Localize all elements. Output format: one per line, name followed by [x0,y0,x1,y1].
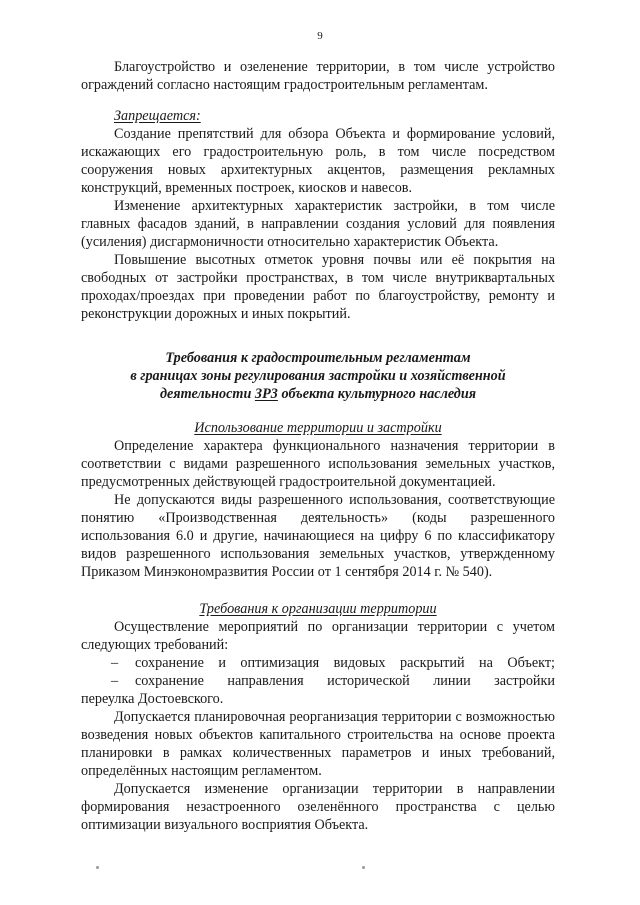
intro-paragraph: Благоустройство и озеленение территории, в том числе устройство ограждений согласно настоящим градостроительным регламентам. [81,59,555,93]
list-item [81,654,555,672]
section-title-text: деятельности [159,386,255,402]
section-title-line [81,385,555,403]
list-item-text: сохранение направления исторической линии застройки [135,673,555,689]
section-title-line: Требования к градостроительным регламентам [165,350,471,366]
forbidden-paragraph: Создание препятствий для обзора Объекта и формирование условий, искажающих его градостроительную роль, в том числе посредством сооружения новых архитектурных акцентов, размещения рекламных конструкций, временных построек, киосков и навесов. [81,126,555,196]
territory-org-heading: Требования к организации территории [199,601,437,617]
list-item-text: сохранение и оптимизация видовых раскрытий на Объект; [135,655,555,671]
section-title-line: в границах зоны регулирования застройки и хозяйственной [130,368,506,384]
page-number: 9 [317,30,323,42]
land-use-paragraph: Не допускаются виды разрешенного использования, соответствующие понятию «Производственная деятельность» (коды разрешенного использования 6.0 и другие, начинающиеся на цифру 6 по классификатору видов разрешенного использования земельных участков, утвержденному Приказом Минэкономразвития России от 1 сентября 2014 г. № 540). [81,492,555,580]
forbidden-heading: Запрещается: [114,108,201,124]
list-dash: – [111,673,119,689]
scan-artifact [96,866,99,869]
territory-org-paragraph: Допускается планировочная реорганизация территории с возможностью возведения новых объектов капитального строительства на основе проекта планировки в рамках количественных параметров и иных требований, определённых настоящим регламентом. [81,709,555,779]
document-body [81,58,555,834]
list-item [81,672,555,690]
forbidden-paragraph: Изменение архитектурных характеристик застройки, в том числе главных фасадов зданий, в направлении создания условий для появления (усиления) дисгармоничности относительно характеристик Объекта. [81,198,555,250]
territory-org-paragraph: Допускается изменение организации территории в направлении формирования незастроенного озеленённого пространства с целью оптимизации визуального восприятия Объекта. [81,781,555,833]
list-dash: – [111,655,119,671]
list-item-continuation: переулка Достоевского. [81,691,224,707]
land-use-heading: Использование территории и застройки [194,420,442,436]
zone-code: ЗР3 [254,386,278,402]
scan-artifact [362,866,365,869]
section-title [81,349,555,403]
section-title-text: объекта культурного наследия [277,386,477,402]
territory-org-intro: Осуществление мероприятий по организации территории с учетом следующих требований: [81,619,555,653]
forbidden-paragraph: Повышение высотных отметок уровня почвы или её покрытия на свободных от застройки пространствах, в том числе внутриквартальных проходах/проездах при проведении работ по благоустройству, ремонту и реконструкции дорожных и иных покрытий. [81,252,555,322]
land-use-paragraph: Определение характера функционального назначения территории в соответствии с видами разрешенного использования земельных участков, предусмотренных действующей градостроительной документацией. [81,438,555,490]
